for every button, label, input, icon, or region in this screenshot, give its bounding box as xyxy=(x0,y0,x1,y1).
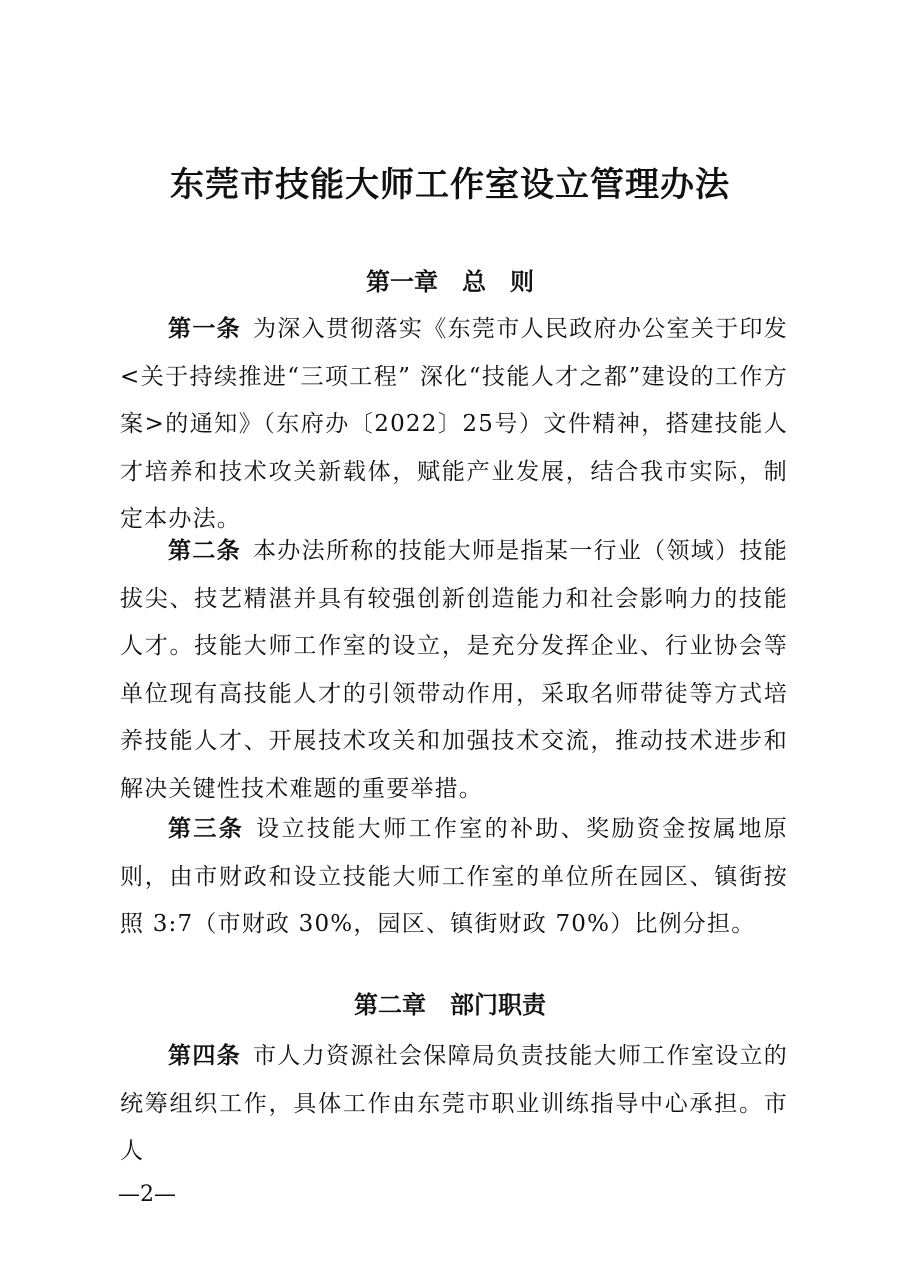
article-3-label: 第三条 xyxy=(168,816,245,842)
article-2 xyxy=(120,528,788,813)
chapter-2-name: 部门职责 xyxy=(450,991,546,1019)
chapter-1-heading xyxy=(0,262,900,302)
page-number: —2— xyxy=(118,1182,176,1207)
article-4 xyxy=(120,1033,788,1176)
chapter-2-heading xyxy=(0,985,900,1025)
article-2-label: 第二条 xyxy=(168,538,241,564)
article-3-text: 设立技能大师工作室的补助、奖励资金按属地原则，由市财政和设立技能大师工作室的单位所在园区、镇街按照 3:7（市财政 30%，园区、镇街财政 70%）比例分担。 xyxy=(120,816,788,937)
chapter-1-name: 总 则 xyxy=(462,268,534,296)
chapter-2-label: 第二章 xyxy=(354,991,426,1019)
article-3 xyxy=(120,806,788,949)
article-1-text: 为深入贯彻落实《东莞市人民政府办公室关于印发<关于持续推进“三项工程” 深化“技能人才之都”建设的工作方案>的通知》（东府办〔2022〕25号）文件精神，搭建技能人才培养和技术攻关新载体，赋能产业发展，结合我市实际，制定本办法。 xyxy=(120,316,788,532)
document-title: 东莞市技能大师工作室设立管理办法 xyxy=(170,165,730,205)
chapter-1-label: 第一章 xyxy=(366,268,438,296)
article-1-label: 第一条 xyxy=(168,316,241,342)
article-4-text: 市人力资源社会保障局负责技能大师工作室设立的统筹组织工作，具体工作由东莞市职业训练指导中心承担。市人 xyxy=(120,1043,788,1164)
article-2-text: 本办法所称的技能大师是指某一行业（领域）技能拔尖、技艺精湛并具有较强创新创造能力和社会影响力的技能人才。技能大师工作室的设立，是充分发挥企业、行业协会等单位现有高技能人才的引领带动作用，采取名师带徒等方式培养技能人才、开展技术攻关和加强技术交流，推动技术进步和解决关键性技术难题的重要举措。 xyxy=(120,538,788,802)
article-4-label: 第四条 xyxy=(168,1043,241,1069)
article-1 xyxy=(120,306,788,544)
